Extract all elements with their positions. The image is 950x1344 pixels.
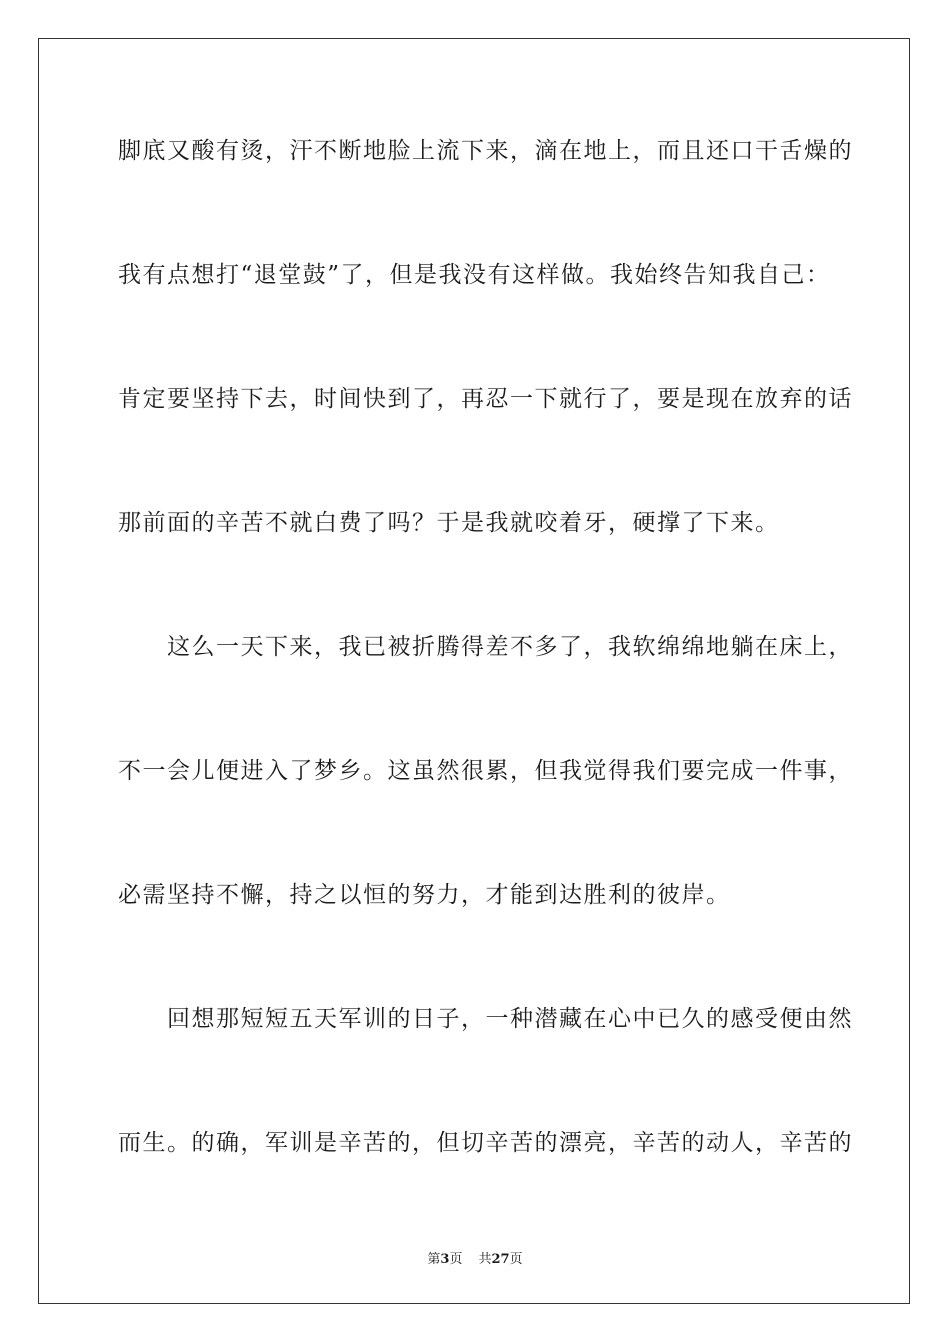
text-line: 回想那短短五天军训的日子，一种潜藏在心中已久的感受便由然 xyxy=(118,1006,853,1032)
total-prefix: 共 xyxy=(478,1252,492,1267)
page-footer xyxy=(0,1248,950,1267)
total-suffix: 页 xyxy=(509,1252,523,1267)
total-pages: 27 xyxy=(491,1252,510,1267)
text-line: 必需坚持不懈，持之以恒的努力，才能到达胜利的彼岸。 xyxy=(118,882,731,908)
page-prefix: 第 xyxy=(427,1252,441,1267)
text-line: 不一会儿便进入了梦乡。这虽然很累，但我觉得我们要完成一件事， xyxy=(118,758,853,784)
text-line: 而生。的确，军训是辛苦的，但切辛苦的漂亮，辛苦的动人，辛苦的 xyxy=(118,1130,853,1156)
text-line: 那前面的辛苦不就白费了吗？于是我就咬着牙，硬撑了下来。 xyxy=(118,510,780,536)
page-number: 3 xyxy=(440,1252,450,1267)
text-line: 我有点想打“退堂鼓”了，但是我没有这样做。我始终告知我自己： xyxy=(118,262,831,288)
text-line: 脚底又酸有烫，汗不断地脸上流下来，滴在地上，而且还口干舌燥的 xyxy=(118,138,853,164)
text-line: 肯定要坚持下去，时间快到了，再忍一下就行了，要是现在放弃的话 xyxy=(118,386,853,412)
page-border xyxy=(38,38,910,1304)
text-line: 这么一天下来，我已被折腾得差不多了，我软绵绵地躺在床上， xyxy=(118,634,853,660)
page-suffix: 页 xyxy=(449,1252,463,1267)
